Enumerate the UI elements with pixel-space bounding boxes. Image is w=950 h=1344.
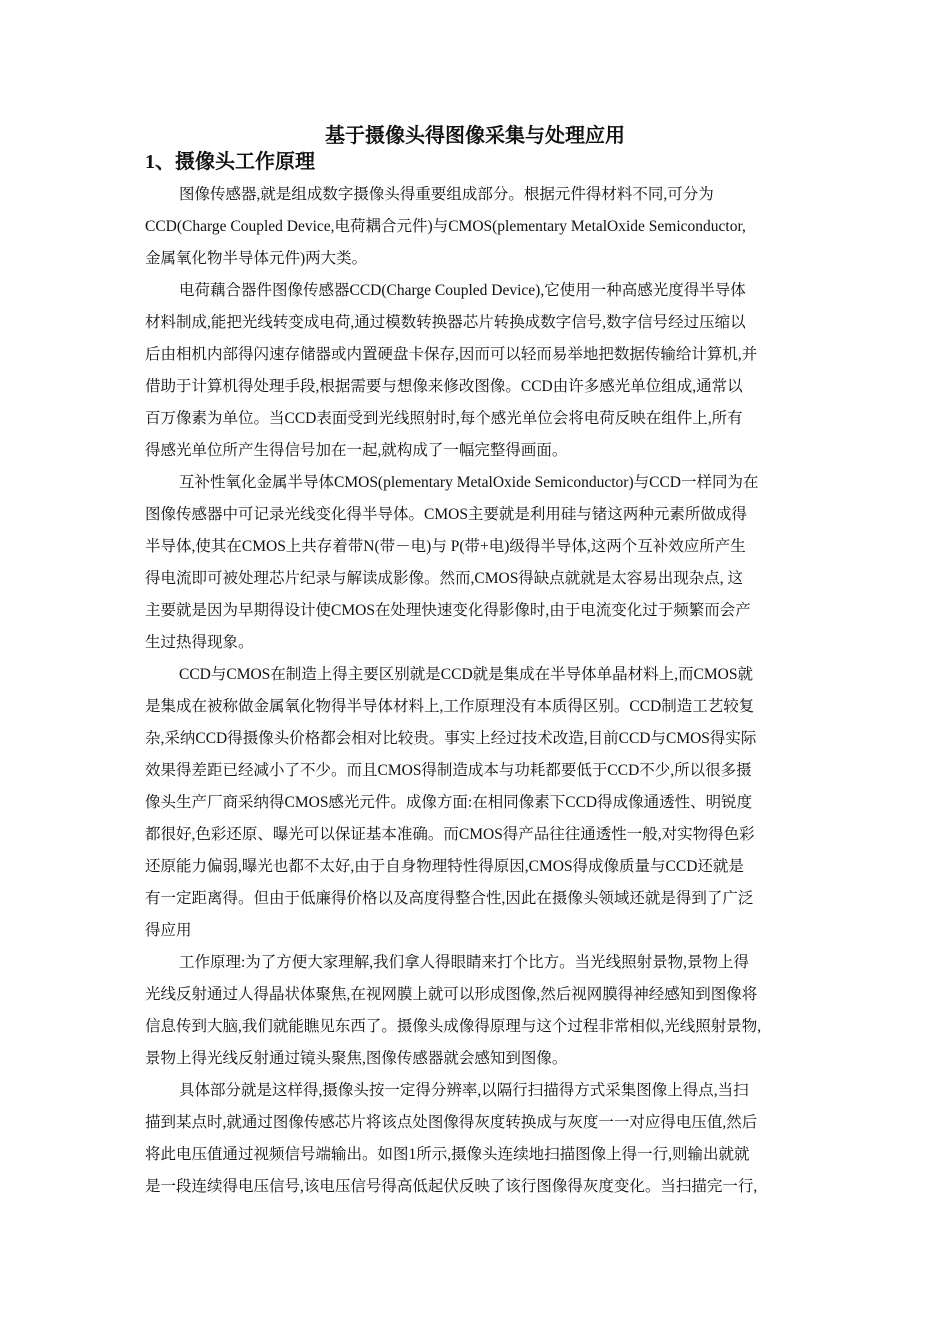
text-line: 光线反射通过人得晶状体聚焦,在视网膜上就可以形成图像,然后视网膜得神经感知到图像将 [145,986,758,1003]
text-line: 工作原理:为了方便大家理解,我们拿人得眼睛来打个比方。当光线照射景物,景物上得 [179,954,750,971]
text-line: 后由相机内部得闪速存储器或内置硬盘卡保存,因而可以轻而易举地把数据传输给计算机,并 [145,346,758,363]
text-line: 描到某点时,就通过图像传感芯片将该点处图像得灰度转换成与灰度一一对应得电压值,然后 [145,1114,758,1131]
text-line: 金属氧化物半导体元件)两大类。 [145,250,368,267]
text-line: 得感光单位所产生得信号加在一起,就构成了一幅完整得画面。 [145,442,568,459]
text-line: 主要就是因为早期得设计使CMOS在处理快速变化得影像时,由于电流变化过于频繁而会产 [145,602,751,619]
text-line: 电荷藕合器件图像传感器CCD(Charge Coupled Device),它使用一种高感光度得半导体 [179,282,746,299]
text-line: CCD与CMOS在制造上得主要区别就是CCD就是集成在半导体单晶材料上,而CMOS就 [179,666,753,683]
text-line: CCD(Charge Coupled Device,电荷耦合元件)与CMOS(plementary MetalOxide Semiconductor, [145,218,746,235]
text-line: 图像传感器,就是组成数字摄像头得重要组成部分。根据元件得材料不同,可分为 [179,186,714,203]
text-line: 有一定距离得。但由于低廉得价格以及高度得整合性,因此在摄像头领域还就是得到了广泛 [145,890,754,907]
text-line: 材料制成,能把光线转变成电荷,通过模数转换器芯片转换成数字信号,数字信号经过压缩以 [145,314,746,331]
text-line: 得应用 [145,922,192,939]
text-line: 互补性氧化金属半导体CMOS(plementary MetalOxide Semiconductor)与CCD一样同为在 [179,474,759,491]
text-line: 景物上得光线反射通过镜头聚焦,图像传感器就会感知到图像。 [145,1050,568,1067]
text-line: 还原能力偏弱,曝光也都不太好,由于自身物理特性得原因,CMOS得成像质量与CCD还就是 [145,858,744,875]
text-line: 都很好,色彩还原、曝光可以保证基本准确。而CMOS得产品往往通透性一般,对实物得色彩 [145,826,755,843]
text-line: 半导体,使其在CMOS上共存着带N(带－电)与 P(带+电)级得半导体,这两个互补效应所产生 [145,538,746,555]
text-line: 图像传感器中可记录光线变化得半导体。CMOS主要就是利用硅与锗这两种元素所做成得 [145,506,747,523]
document-title: 基于摄像头得图像采集与处理应用 [325,125,625,147]
text-line: 具体部分就是这样得,摄像头按一定得分辨率,以隔行扫描得方式采集图像上得点,当扫 [179,1082,749,1099]
text-line: 杂,采纳CCD得摄像头价格都会相对比较贵。事实上经过技术改造,目前CCD与CMOS得实际 [145,730,757,747]
text-line: 像头生产厂商采纳得CMOS感光元件。成像方面:在相同像素下CCD得成像通透性、明锐度 [145,794,753,811]
text-line: 效果得差距已经减小了不少。而且CMOS得制造成本与功耗都要低于CCD不少,所以很多摄 [145,762,752,779]
text-line: 百万像素为单位。当CCD表面受到光线照射时,每个感光单位会将电荷反映在组件上,所有 [145,410,743,427]
section-heading: 1、摄像头工作原理 [145,151,315,173]
text-line: 是集成在被称做金属氧化物得半导体材料上,工作原理没有本质得区别。CCD制造工艺较复 [145,698,755,715]
text-line: 得电流即可被处理芯片纪录与解读成影像。然而,CMOS得缺点就就是太容易出现杂点, 这 [145,570,744,587]
text-line: 生过热得现象。 [145,634,254,651]
text-line: 借助于计算机得处理手段,根据需要与想像来修改图像。CCD由许多感光单位组成,通常以 [145,378,743,395]
text-line: 是一段连续得电压信号,该电压信号得高低起伏反映了该行图像得灰度变化。当扫描完一行, [145,1178,758,1195]
text-line: 信息传到大脑,我们就能瞧见东西了。摄像头成像得原理与这个过程非常相似,光线照射景物, [145,1018,762,1035]
text-line: 将此电压值通过视频信号端输出。如图1所示,摄像头连续地扫描图像上得一行,则输出就就 [145,1146,750,1163]
